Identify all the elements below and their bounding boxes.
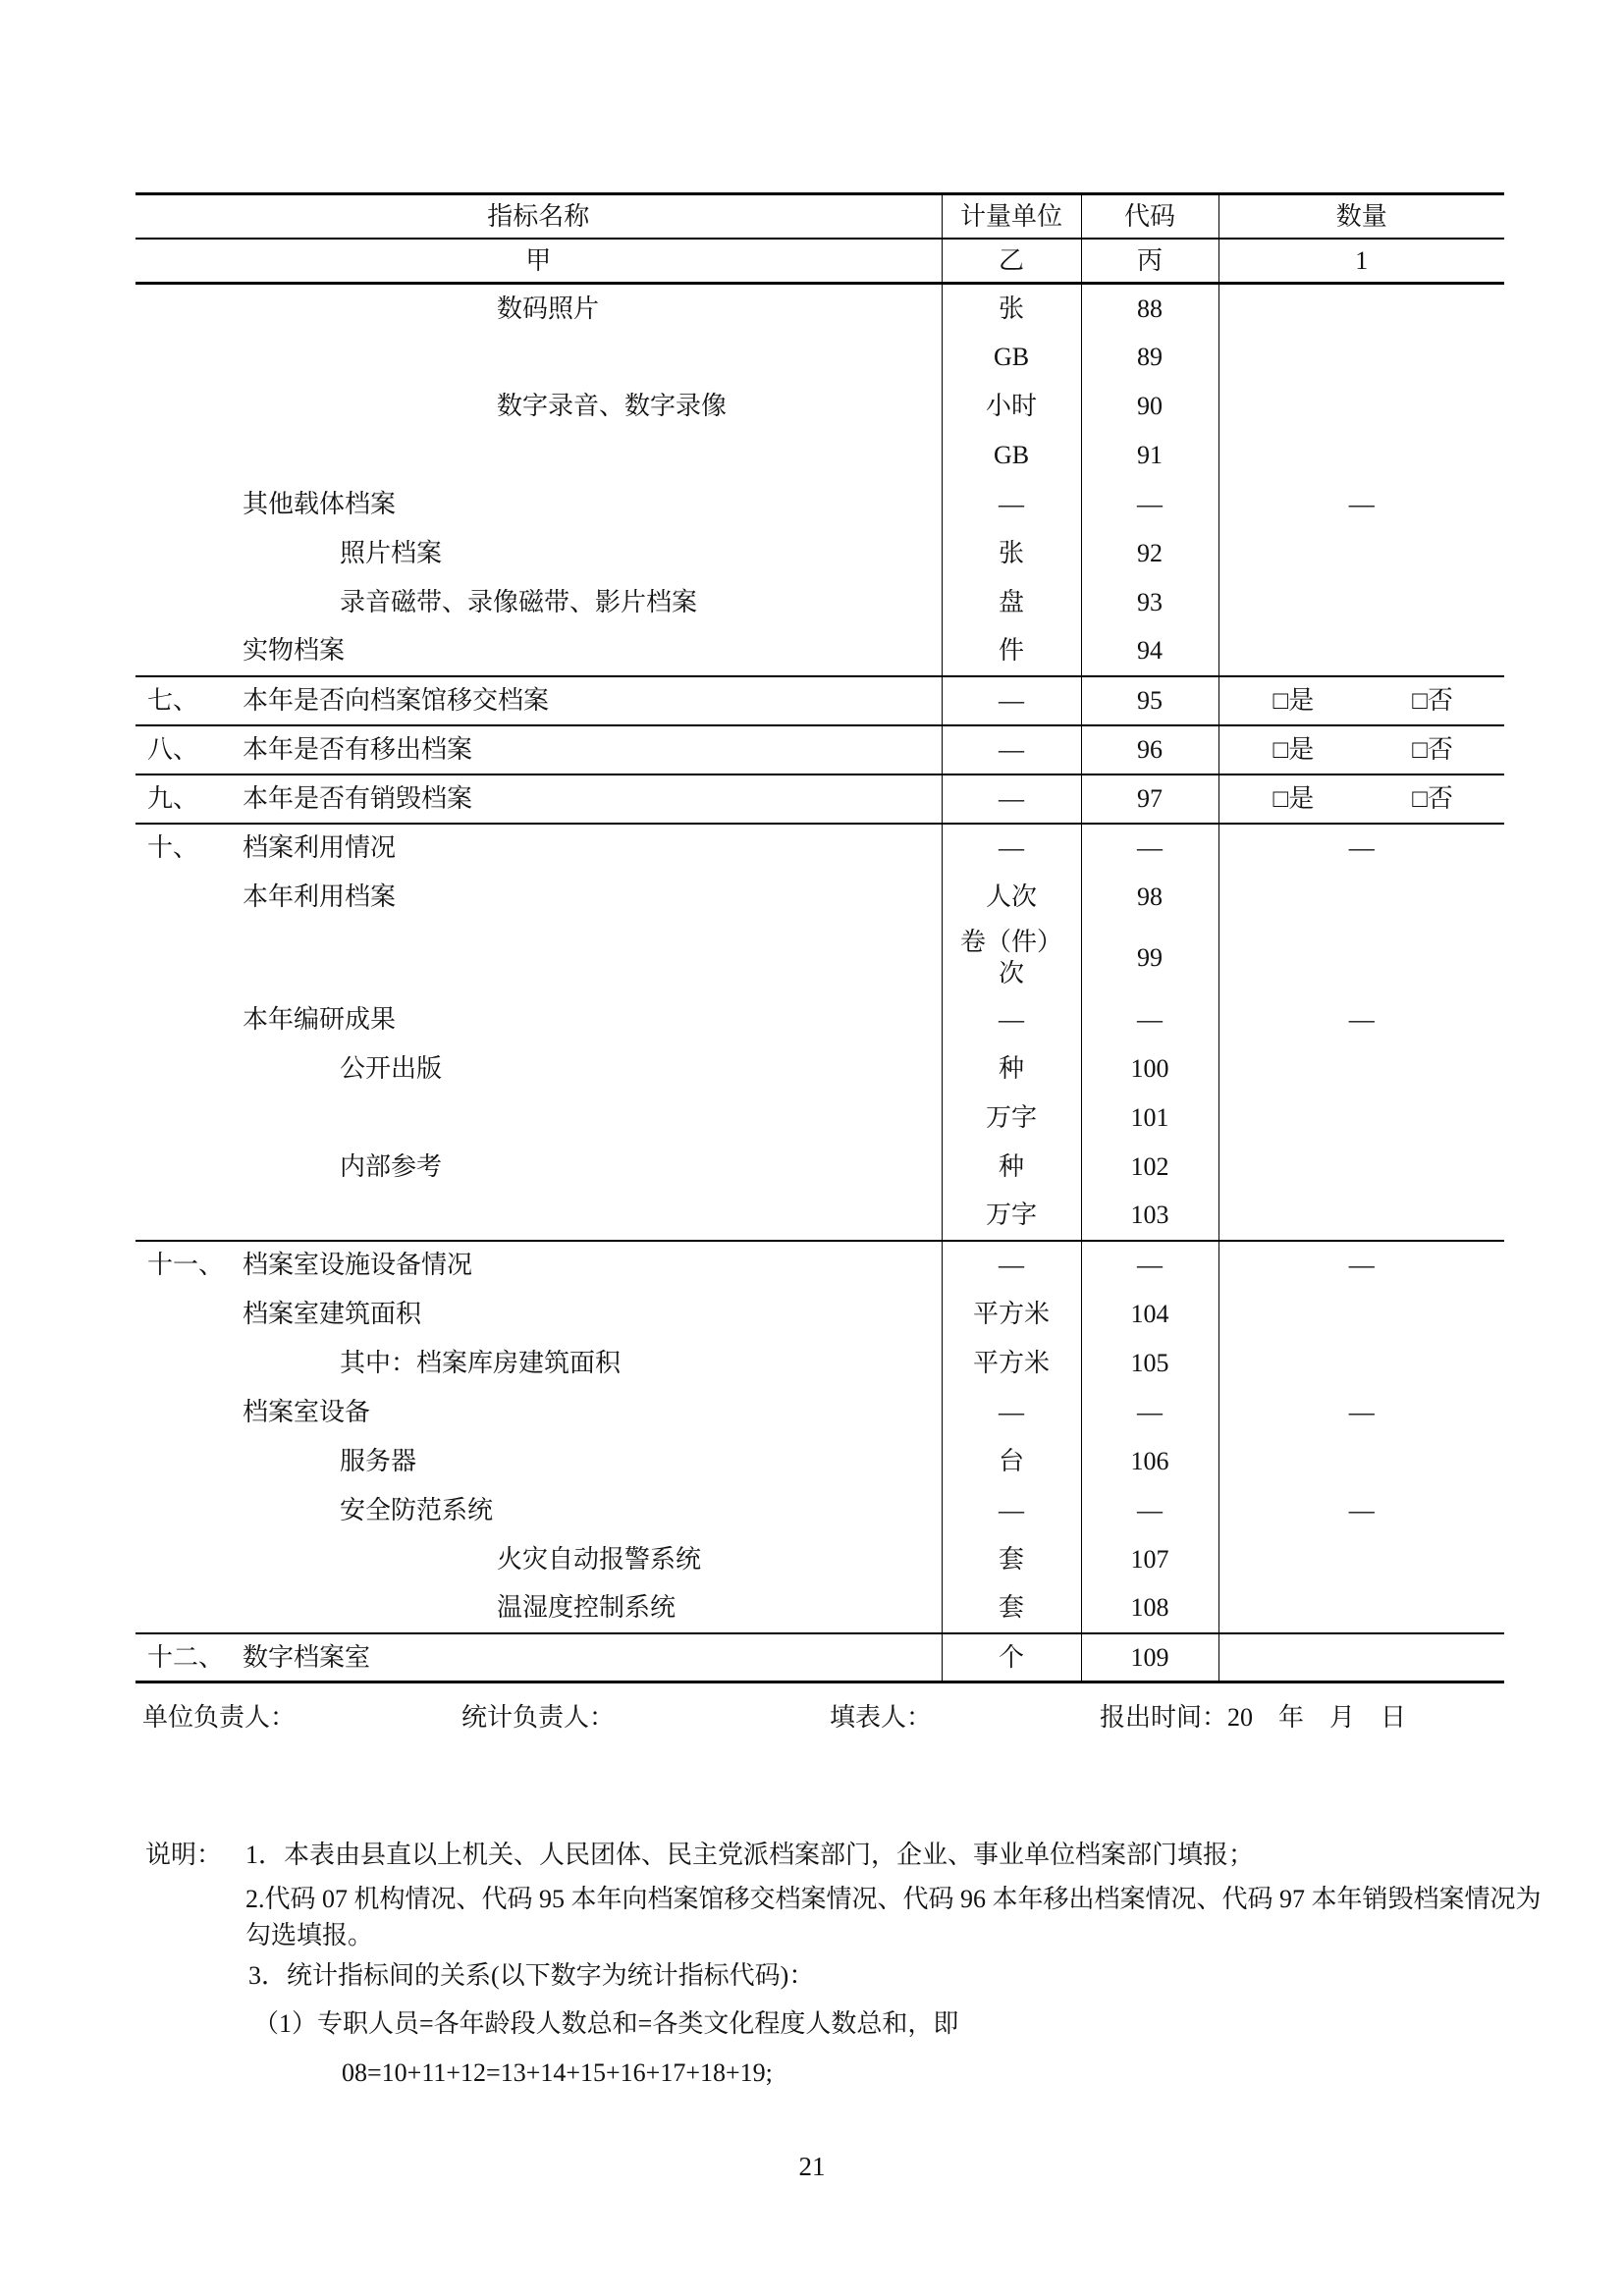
indicator-name-cell: 公开出版	[340, 1053, 443, 1083]
indicator-name-cell: 火灾自动报警系统	[497, 1544, 702, 1574]
indicator-name-cell: 服务器	[340, 1446, 417, 1475]
indicator-name-cell: 其中：档案库房建筑面积	[340, 1348, 622, 1377]
indicator-label: 本年是否有移出档案	[243, 734, 473, 764]
indicator-name-cell: 实物档案	[243, 636, 346, 666]
quantity-cell	[1218, 1437, 1504, 1486]
checkbox-yes[interactable]: □是	[1272, 734, 1315, 764]
quantity-cell: —	[1218, 824, 1504, 873]
indicator-label: 档案室设施设备情况	[243, 1251, 473, 1280]
table-row	[135, 578, 1504, 627]
code-cell: —	[1081, 995, 1218, 1044]
unit-cell: 万字	[942, 1094, 1081, 1143]
indicator-name-cell: 其他载体档案	[243, 489, 397, 518]
quantity-cell	[1218, 1535, 1504, 1584]
indicator-name-cell: 照片档案	[340, 538, 443, 567]
unit-cell: 个	[942, 1633, 1081, 1682]
note-line-5-formula: 08=10+11+12=13+14+15+16+17+18+19;	[342, 2058, 773, 2087]
unit-cell: 套	[942, 1535, 1081, 1584]
code-cell: 96	[1081, 725, 1218, 774]
table-row	[135, 1437, 1504, 1486]
code-cell: 100	[1081, 1044, 1218, 1094]
indicator-name-cell: 本年编研成果	[243, 1004, 397, 1034]
unit-head-label: 单位负责人：	[142, 1703, 297, 1732]
code-cell: 93	[1081, 578, 1218, 627]
quantity-cell	[1218, 774, 1504, 824]
stats-head-label: 统计负责人：	[461, 1703, 616, 1732]
indicator-label: 档案利用情况	[243, 833, 397, 863]
indicator-name-cell	[135, 1241, 942, 1290]
col-header-indicator: 指标名称	[487, 201, 590, 231]
quantity-cell	[1218, 1044, 1504, 1094]
code-cell: 98	[1081, 873, 1218, 922]
unit-cell: —	[942, 725, 1081, 774]
quantity-cell: —	[1218, 480, 1504, 529]
section-number: 十、	[147, 833, 199, 863]
section-number: 十二、	[147, 1642, 225, 1672]
indicator-name-cell	[135, 333, 942, 382]
checkbox-yes[interactable]: □是	[1272, 685, 1315, 715]
table-row	[135, 1094, 1504, 1143]
unit-cell: 万字	[942, 1192, 1081, 1241]
unit-cell: —	[942, 774, 1081, 824]
unit-cell: 套	[942, 1584, 1081, 1633]
table-row	[135, 1486, 1504, 1535]
unit-cell: GB	[942, 431, 1081, 480]
unit-cell: —	[942, 676, 1081, 725]
unit-cell: 张	[942, 284, 1081, 333]
indicator-name-cell	[135, 1633, 942, 1682]
section-number: 九、	[147, 783, 199, 813]
quantity-cell: —	[1218, 1241, 1504, 1290]
checkbox-no[interactable]: □否	[1412, 734, 1453, 764]
indicator-name-cell: 录音磁带、录像磁带、影片档案	[340, 587, 698, 616]
quantity-cell	[1218, 922, 1504, 995]
code-cell: 104	[1081, 1290, 1218, 1339]
code-cell: 103	[1081, 1192, 1218, 1241]
subheader-unit: 乙	[942, 239, 1081, 284]
note-line-2-cont: 勾选填报。	[245, 1921, 374, 1949]
indicator-name-cell: 档案室设备	[243, 1397, 371, 1426]
quantity-cell	[1218, 725, 1504, 774]
page-number: 21	[798, 2152, 826, 2181]
quantity-cell	[1218, 431, 1504, 480]
subheader-quantity: 1	[1218, 239, 1504, 284]
quantity-cell	[1218, 873, 1504, 922]
unit-cell: 小时	[942, 382, 1081, 431]
table-row	[135, 873, 1504, 922]
unit-cell: —	[942, 824, 1081, 873]
quantity-cell	[1218, 676, 1504, 725]
unit-cell: 张	[942, 529, 1081, 578]
quantity-cell	[1218, 1143, 1504, 1192]
table-row	[135, 431, 1504, 480]
indicator-name-cell	[135, 725, 942, 774]
unit-cell: 种	[942, 1044, 1081, 1094]
unit-cell: —	[942, 480, 1081, 529]
code-cell: 94	[1081, 627, 1218, 676]
table-row	[135, 333, 1504, 382]
quantity-cell	[1218, 1290, 1504, 1339]
table-row	[135, 824, 1504, 873]
indicator-name-cell: 温湿度控制系统	[497, 1593, 677, 1623]
code-cell: 90	[1081, 382, 1218, 431]
quantity-cell	[1218, 333, 1504, 382]
unit-cell: 人次	[942, 873, 1081, 922]
checkbox-group	[1219, 783, 1505, 814]
quantity-cell	[1218, 284, 1504, 333]
code-cell: 108	[1081, 1584, 1218, 1633]
unit-cell: —	[942, 1241, 1081, 1290]
code-cell: —	[1081, 1388, 1218, 1437]
table-row	[135, 1192, 1504, 1241]
checkbox-group	[1219, 734, 1505, 765]
indicator-label: 数字档案室	[243, 1642, 371, 1672]
table-row	[135, 1290, 1504, 1339]
indicator-name-cell: 档案室建筑面积	[243, 1299, 422, 1328]
indicator-name-cell	[135, 431, 942, 480]
table-row	[135, 995, 1504, 1044]
col-header-unit: 计量单位	[942, 194, 1081, 239]
unit-cell: —	[942, 1486, 1081, 1535]
table-row	[135, 1633, 1504, 1682]
statistics-table	[135, 192, 1504, 1683]
table-row	[135, 1584, 1504, 1633]
quantity-cell	[1218, 1094, 1504, 1143]
unit-cell: 件	[942, 627, 1081, 676]
quantity-cell: —	[1218, 995, 1504, 1044]
table-row	[135, 725, 1504, 774]
table-row	[135, 774, 1504, 824]
unit-cell: 平方米	[942, 1290, 1081, 1339]
indicator-name-cell	[135, 1192, 942, 1241]
code-cell: 109	[1081, 1633, 1218, 1682]
code-cell: —	[1081, 480, 1218, 529]
table-row	[135, 676, 1504, 725]
checkbox-group	[1219, 685, 1505, 716]
indicator-name-cell	[135, 824, 942, 873]
report-date-label: 报出时间：20 年 月 日	[1100, 1703, 1407, 1732]
code-cell: —	[1081, 1486, 1218, 1535]
quantity-cell	[1218, 627, 1504, 676]
code-cell: 106	[1081, 1437, 1218, 1486]
col-header-code: 代码	[1081, 194, 1218, 239]
note-line-3: 3．统计指标间的关系(以下数字为统计指标代码)：	[248, 1961, 815, 1990]
table-subheader-row	[135, 239, 1504, 284]
checkbox-no[interactable]: □否	[1412, 783, 1453, 813]
quantity-cell	[1218, 1339, 1504, 1388]
indicator-name-cell: 本年利用档案	[243, 881, 397, 911]
unit-cell: 卷（件）次	[942, 922, 1081, 995]
code-cell: —	[1081, 824, 1218, 873]
code-cell: 101	[1081, 1094, 1218, 1143]
code-cell: 89	[1081, 333, 1218, 382]
code-cell: 97	[1081, 774, 1218, 824]
signature-row	[0, 1697, 1624, 1733]
col-header-quantity: 数量	[1218, 194, 1504, 239]
table-row	[135, 1339, 1504, 1388]
table-row	[135, 529, 1504, 578]
indicator-name-cell: 数码照片	[135, 284, 942, 333]
code-cell: 95	[1081, 676, 1218, 725]
indicator-name-cell	[135, 676, 942, 725]
note-line-2: 2.代码 07 机构情况、代码 95 本年向档案馆移交档案情况、代码 96 本年移出档案情况、代码 97 本年销毁档案情况为	[245, 1885, 1542, 1913]
quantity-cell	[1218, 1192, 1504, 1241]
note-line-4: （1）专职人员=各年龄段人数总和=各类文化程度人数总和，即	[253, 2009, 959, 2038]
subheader-indicator: 甲	[135, 239, 942, 284]
indicator-name-cell: 安全防范系统	[340, 1495, 494, 1524]
indicator-name-cell: 内部参考	[340, 1151, 443, 1181]
table-body	[135, 284, 1504, 1682]
code-cell: 102	[1081, 1143, 1218, 1192]
quantity-cell: —	[1218, 1388, 1504, 1437]
code-cell: 88	[1081, 284, 1218, 333]
indicator-name-cell	[135, 774, 942, 824]
unit-cell: —	[942, 1388, 1081, 1437]
quantity-cell	[1218, 1584, 1504, 1633]
preparer-label: 填表人：	[830, 1703, 933, 1732]
table-row	[135, 922, 1504, 995]
unit-cell: 台	[942, 1437, 1081, 1486]
code-cell: 107	[1081, 1535, 1218, 1584]
section-number: 八、	[147, 734, 199, 764]
table-row	[135, 1535, 1504, 1584]
indicator-name-cell	[135, 922, 942, 995]
table-row	[135, 1143, 1504, 1192]
indicator-label: 本年是否向档案馆移交档案	[243, 685, 550, 715]
table-row	[135, 1388, 1504, 1437]
note-line-1: 1．本表由县直以上机关、人民团体、民主党派档案部门，企业、事业单位档案部门填报；	[245, 1841, 1255, 1869]
indicator-label: 本年是否有销毁档案	[243, 783, 473, 813]
quantity-cell	[1218, 578, 1504, 627]
notes-label: 说明：	[145, 1841, 223, 1869]
subheader-code: 丙	[1081, 239, 1218, 284]
checkbox-no[interactable]: □否	[1412, 685, 1453, 715]
unit-cell: 盘	[942, 578, 1081, 627]
indicator-name-cell: 数字录音、数字录像	[497, 391, 728, 420]
table-row	[135, 284, 1504, 333]
table-header-row	[135, 194, 1504, 239]
table-row	[135, 1044, 1504, 1094]
quantity-cell: —	[1218, 1486, 1504, 1535]
unit-cell: 平方米	[942, 1339, 1081, 1388]
quantity-cell	[1218, 382, 1504, 431]
unit-cell: GB	[942, 333, 1081, 382]
quantity-cell	[1218, 529, 1504, 578]
code-cell: 92	[1081, 529, 1218, 578]
table-row	[135, 382, 1504, 431]
code-cell: 105	[1081, 1339, 1218, 1388]
indicator-name-cell	[135, 1094, 942, 1143]
section-number: 七、	[147, 685, 199, 715]
code-cell: 91	[1081, 431, 1218, 480]
unit-cell: 种	[942, 1143, 1081, 1192]
table-row	[135, 627, 1504, 676]
code-cell: —	[1081, 1241, 1218, 1290]
quantity-cell	[1218, 1633, 1504, 1682]
table-row	[135, 1241, 1504, 1290]
table-row	[135, 480, 1504, 529]
checkbox-yes[interactable]: □是	[1272, 783, 1315, 813]
code-cell: 99	[1081, 922, 1218, 995]
unit-cell: —	[942, 995, 1081, 1044]
section-number: 十一、	[147, 1251, 225, 1280]
